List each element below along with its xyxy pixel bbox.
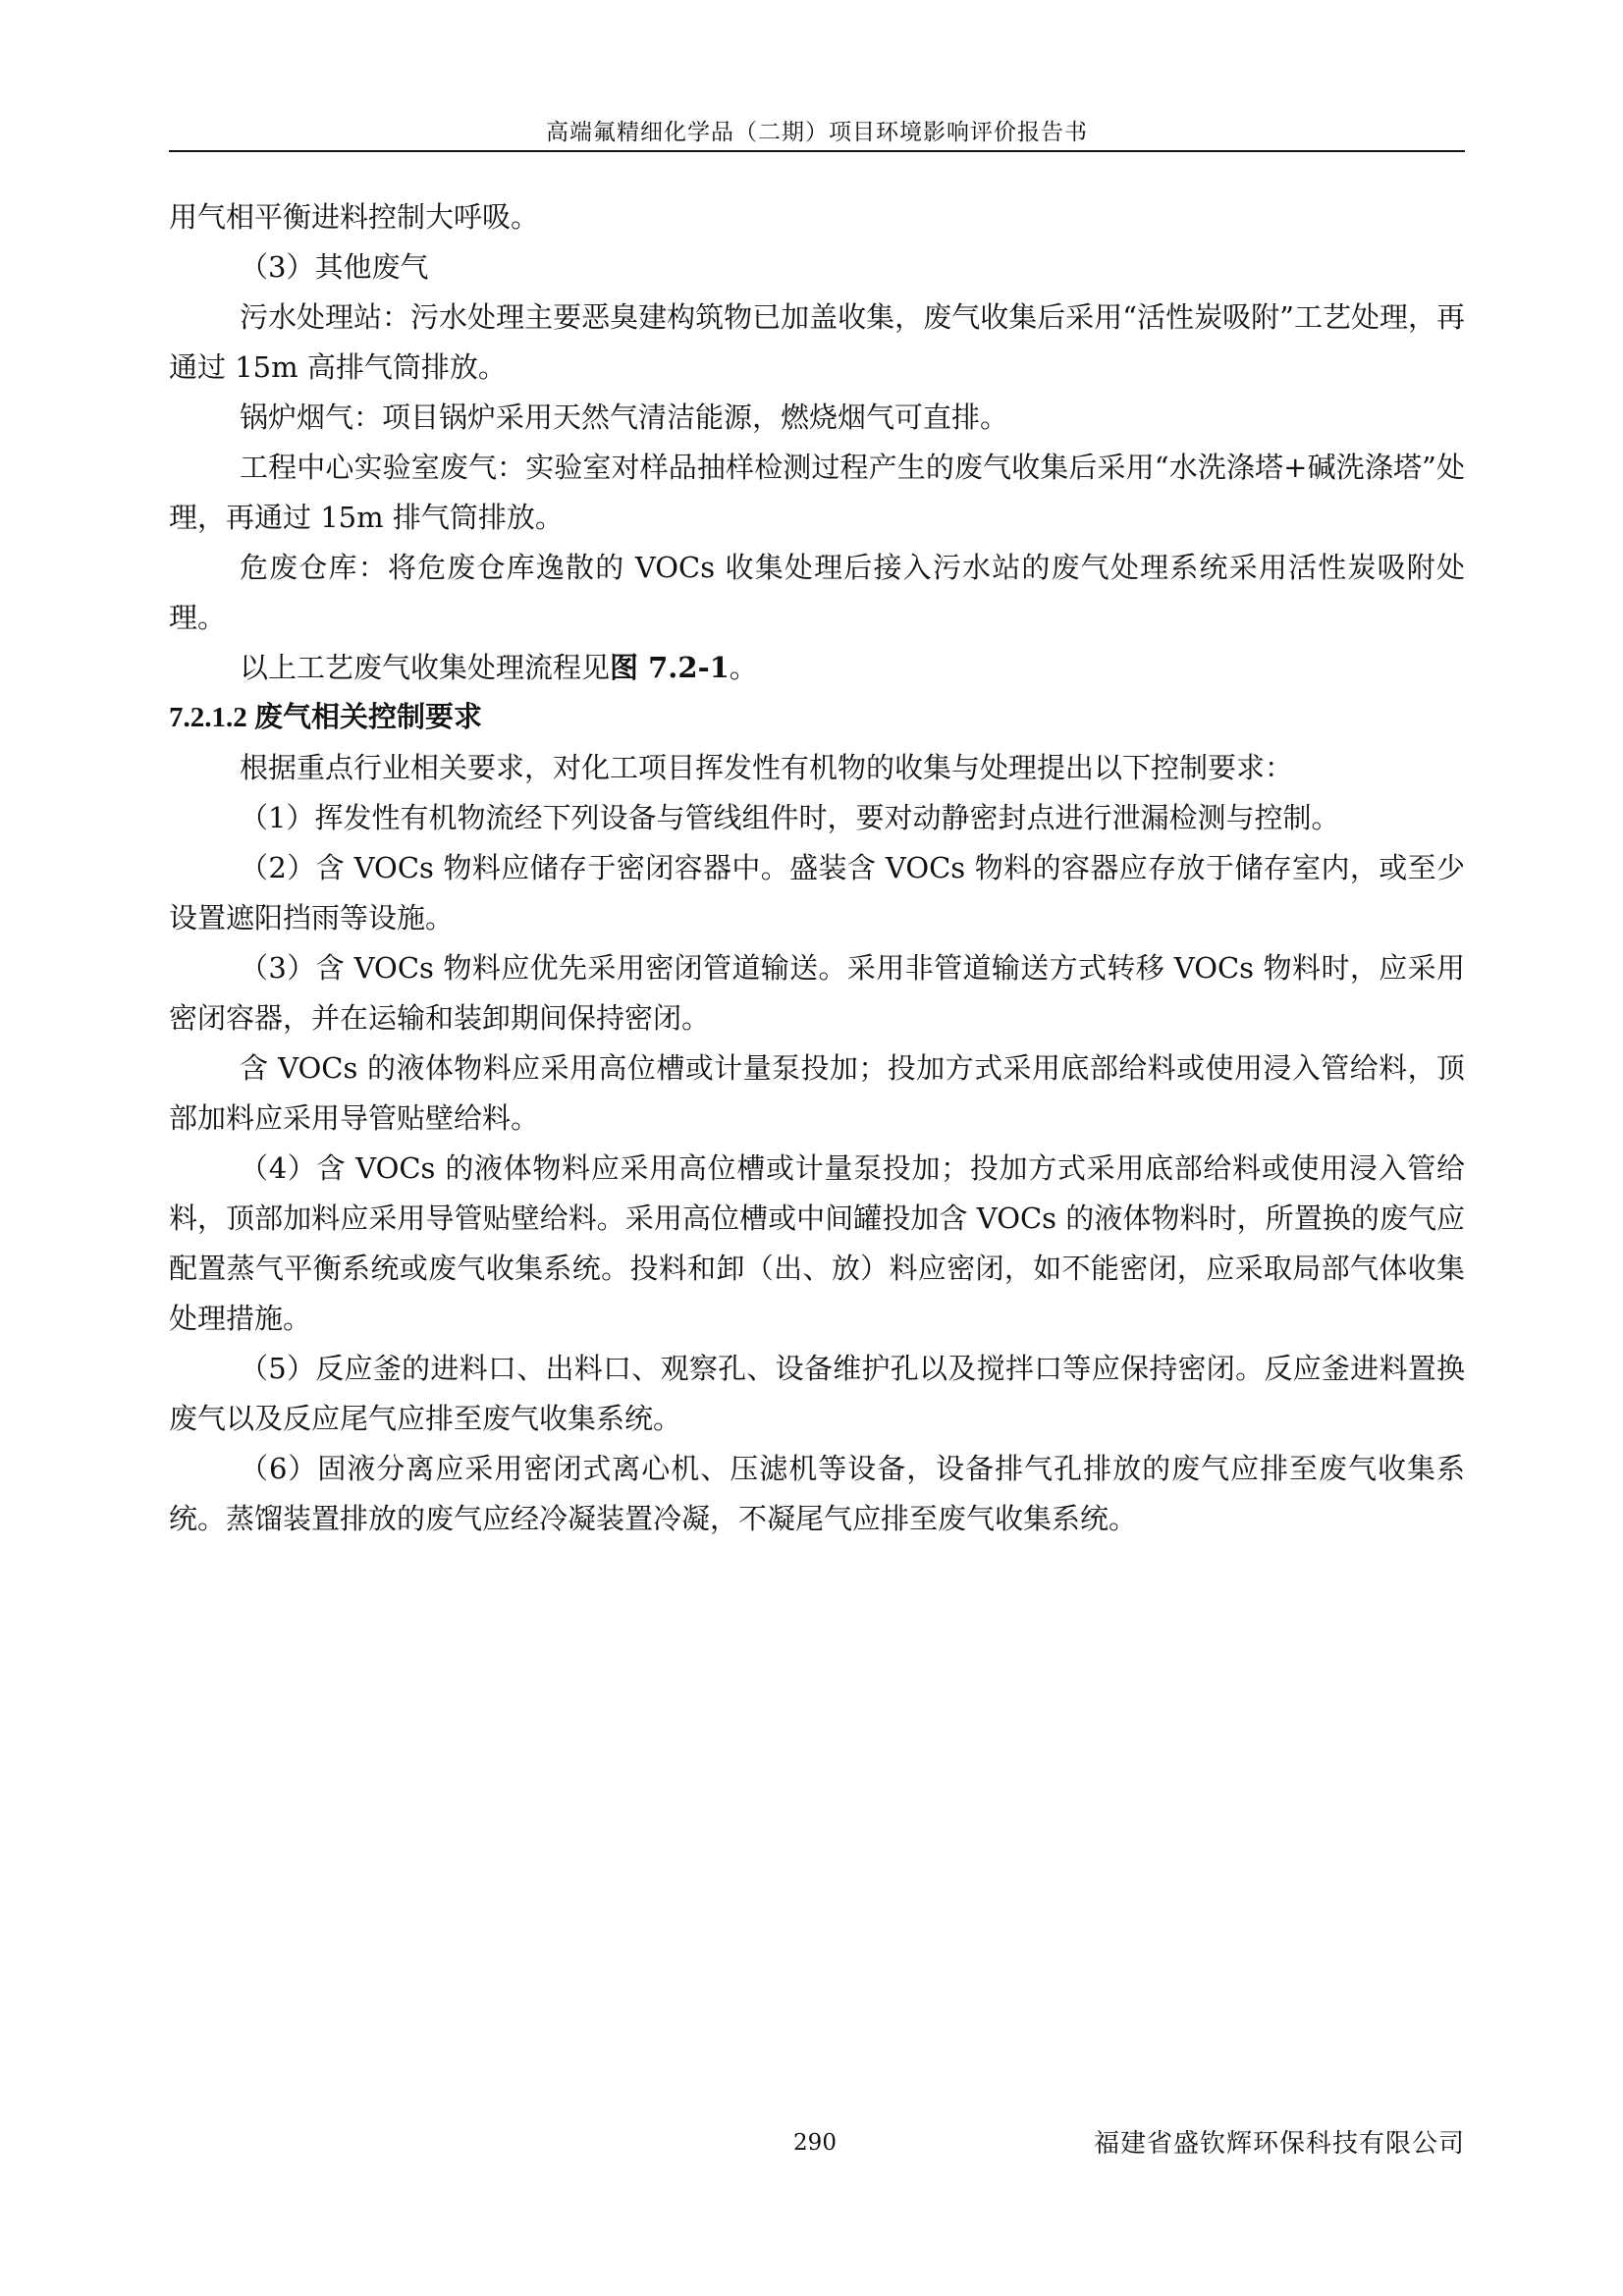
figure-reference: 图 7.2-1 <box>610 651 730 684</box>
body-text <box>169 192 1465 1544</box>
list-item: （2）含 VOCs 物料应储存于密闭容器中。盛装含 VOCs 物料的容器应存放于储存室内，或至少设置遮阳挡雨等设施。 <box>169 851 1465 934</box>
header-divider <box>169 150 1465 152</box>
list-item: （1）挥发性有机物流经下列设备与管线组件时，要对动静密封点进行泄漏检测与控制。 <box>240 801 1340 834</box>
paragraph: 含 VOCs 的液体物料应采用高位槽或计量泵投加；投加方式采用底部给料或使用浸入管给料，顶部加料应采用导管贴壁给料。 <box>169 1051 1465 1135</box>
paragraph: 用气相平衡进料控制大呼吸。 <box>169 200 540 234</box>
subsection-label: （3）其他废气 <box>240 250 429 284</box>
list-item: （4）含 VOCs 的液体物料应采用高位槽或计量泵投加；投加方式采用底部给料或使用浸入管给料，顶部加料应采用导管贴壁给料。采用高位槽或中间罐投加含 VOCs 的液体物料时，所置换的废气应配置蒸气平衡系统或废气收集系统。投料和卸（出、放）料应密闭，如不能密闭，应采取局部气体收集处理措施。 <box>169 1151 1465 1335</box>
list-item: （3）含 VOCs 物料应优先采用密闭管道输送。采用非管道输送方式转移 VOCs 物料时，应采用密闭容器，并在运输和装卸期间保持密闭。 <box>169 951 1465 1035</box>
section-heading: 7.2.1.2 废气相关控制要求 <box>169 702 483 733</box>
paragraph: 工程中心实验室废气：实验室对样品抽样检测过程产生的废气收集后采用“水洗涤塔+碱洗涤塔”处理，再通过 15m 排气筒排放。 <box>169 451 1465 534</box>
paragraph: 锅炉烟气：项目锅炉采用天然气清洁能源，燃烧烟气可直排。 <box>240 400 1009 434</box>
paragraph: 危废仓库：将危废仓库逸散的 VOCs 收集处理后接入污水站的废气处理系统采用活性炭吸附处理。 <box>169 551 1465 634</box>
list-item: （5）反应釜的进料口、出料口、观察孔、设备维护孔以及搅拌口等应保持密闭。反应釜进料置换废气以及反应尾气应排至废气收集系统。 <box>169 1352 1465 1435</box>
paragraph: 污水处理站：污水处理主要恶臭建构筑物已加盖收集，废气收集后采用“活性炭吸附”工艺处理，再通过 15m 高排气筒排放。 <box>169 300 1465 384</box>
list-item: （6）固液分离应采用密闭式离心机、压滤机等设备，设备排气孔排放的废气应排至废气收集系统。蒸馏装置排放的废气应经冷凝装置冷凝，不凝尾气应排至废气收集系统。 <box>169 1452 1465 1535</box>
paragraph-figure-reference <box>169 643 1465 693</box>
running-header-title: 高端氟精细化学品（二期）项目环境影响评价报告书 <box>546 120 1088 145</box>
paragraph: 根据重点行业相关要求，对化工项目挥发性有机物的收集与处理提出以下控制要求： <box>240 751 1294 784</box>
company-name: 福建省盛钦辉环保科技有限公司 <box>1093 2129 1465 2159</box>
paragraph-text: 。 <box>729 651 758 684</box>
paragraph-text: 以上工艺废气收集处理流程见 <box>240 651 611 684</box>
page-number: 290 <box>793 2130 837 2156</box>
